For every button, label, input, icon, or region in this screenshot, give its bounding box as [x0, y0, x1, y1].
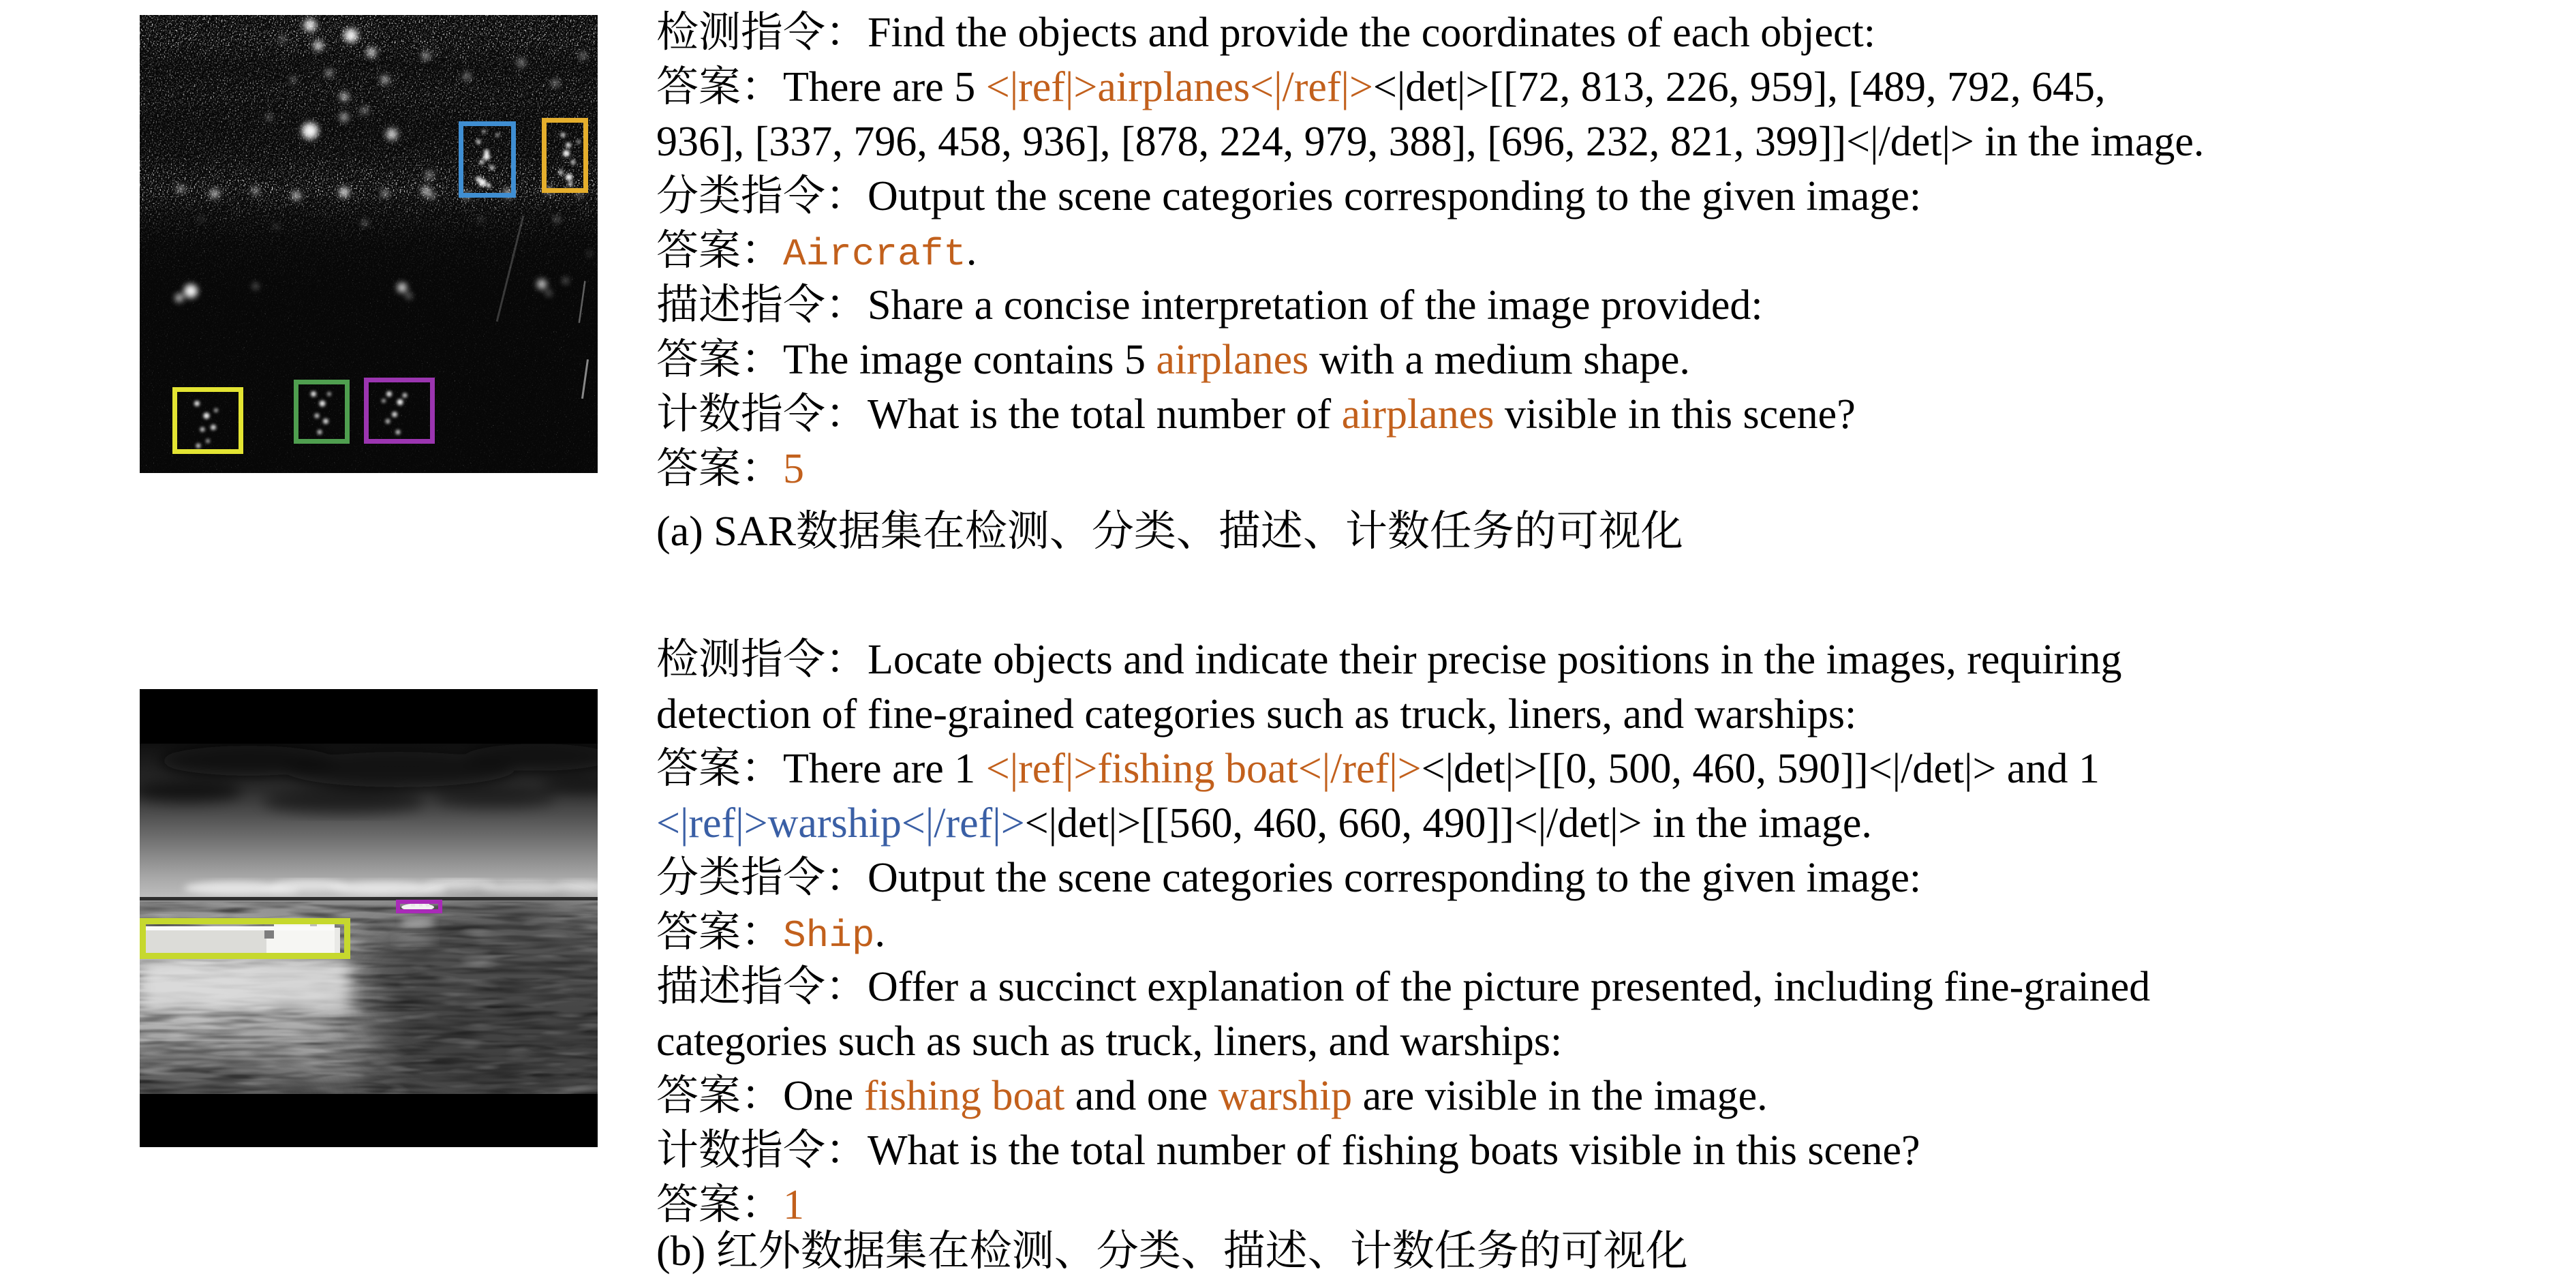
- text-segment: 分类指令：: [656, 173, 868, 219]
- text-segment: 检测指令：: [656, 10, 868, 56]
- text-segment: <|det|>[[560, 460, 660, 490]]<|/det|> in the image.: [1024, 800, 1872, 847]
- text-segment: Ship: [783, 914, 875, 958]
- text-segment: 检测指令：: [656, 637, 868, 683]
- ir-horizon-line: [140, 897, 598, 900]
- text-line: [656, 1123, 2150, 1178]
- text-line: [656, 278, 2204, 333]
- text-segment: 答案：: [656, 746, 784, 792]
- text-line: [656, 1069, 2150, 1123]
- text-line: [656, 905, 2150, 960]
- text-line: [656, 796, 2150, 851]
- text-segment: 5: [783, 446, 805, 492]
- text-segment: .: [874, 909, 885, 956]
- text-segment: The image contains 5: [783, 337, 1156, 383]
- bbox-airplane: [364, 378, 435, 444]
- text-segment: Find the objects and provide the coordinates of each object:: [868, 10, 1875, 56]
- text-segment: <|ref|>fishing boat<|/ref|>: [985, 746, 1422, 792]
- caption-a: (a) SAR数据集在检测、分类、描述、计数任务的可视化: [656, 508, 1683, 555]
- text-segment: 描述指令：: [656, 964, 868, 1010]
- text-segment: detection of fine-grained categories such as truck, liners, and warships:: [656, 691, 1857, 737]
- text-segment: <|det|>[[72, 813, 226, 959], [489, 792, 645,: [1373, 64, 2106, 110]
- text-segment: Aircraft: [783, 232, 966, 276]
- text-segment: warship: [1218, 1073, 1353, 1119]
- text-line: [656, 1014, 2150, 1069]
- text-line: [656, 387, 2204, 442]
- text-segment: <|det|>[[0, 500, 460, 590]]<|/det|> and 1: [1421, 746, 2100, 792]
- text-segment: 答案：: [656, 1073, 784, 1119]
- infrared-image: [140, 689, 598, 1147]
- text-segment: 计数指令：: [656, 391, 868, 438]
- text-segment: visible in this scene?: [1494, 391, 1856, 438]
- text-line: [656, 115, 2204, 169]
- ir-letterbox-top: [140, 689, 598, 744]
- text-line: [656, 851, 2150, 905]
- text-segment: 答案：: [656, 446, 784, 492]
- text-line: [656, 742, 2150, 796]
- text-segment: <|ref|>warship<|/ref|>: [656, 800, 1025, 847]
- text-line: [656, 60, 2204, 115]
- text-line: [656, 5, 2204, 60]
- caption-b: (b) 红外数据集在检测、分类、描述、计数任务的可视化: [656, 1228, 1688, 1275]
- text-line: [656, 224, 2204, 278]
- text-segment: Share a concise interpretation of the image provided:: [868, 282, 1763, 329]
- text-line: [656, 442, 2204, 496]
- sar-image: [140, 15, 598, 473]
- text-segment: 答案：: [656, 337, 784, 383]
- text-segment: 答案：: [656, 228, 784, 274]
- bbox-airplane: [172, 387, 243, 454]
- text-segment: 描述指令：: [656, 282, 868, 329]
- text-line: [656, 633, 2150, 687]
- text-segment: 计数指令：: [656, 1127, 868, 1174]
- text-segment: and one: [1064, 1073, 1218, 1119]
- bbox-airplane: [294, 380, 349, 444]
- bbox-fishing-boat: [140, 918, 350, 959]
- panel-b-text: [656, 633, 2150, 1232]
- text-segment: Output the scene categories corresponding to the given image:: [868, 173, 1922, 219]
- text-segment: Locate objects and indicate their precise positions in the images, requiring: [868, 637, 2122, 683]
- text-segment: are visible in the image.: [1352, 1073, 1768, 1119]
- text-segment: airplanes: [1341, 391, 1494, 438]
- text-segment: What is the total number of fishing boats visible in this scene?: [868, 1127, 1920, 1174]
- text-segment: What is the total number of: [868, 391, 1342, 438]
- bbox-airplane: [459, 121, 516, 198]
- ir-letterbox-bottom: [140, 1094, 598, 1147]
- text-segment: categories such as such as truck, liners, and warships:: [656, 1018, 1563, 1065]
- text-segment: <|ref|>airplanes<|/ref|>: [985, 64, 1373, 110]
- text-segment: Output the scene categories corresponding to the given image:: [868, 855, 1922, 901]
- bbox-airplane: [542, 118, 588, 193]
- text-line: [656, 960, 2150, 1014]
- text-segment: There are 1: [783, 746, 986, 792]
- text-segment: 答案：: [656, 909, 784, 956]
- text-segment: Offer a succinct explanation of the picture presented, including fine-grained: [868, 964, 2151, 1010]
- panel-a-text: [656, 5, 2204, 496]
- text-segment: 分类指令：: [656, 855, 868, 901]
- text-segment: 1: [783, 1182, 805, 1228]
- text-segment: airplanes: [1156, 337, 1309, 383]
- text-segment: with a medium shape.: [1308, 337, 1690, 383]
- text-line: [656, 169, 2204, 224]
- text-segment: One: [783, 1073, 864, 1119]
- text-segment: There are 5: [783, 64, 986, 110]
- text-line: [656, 687, 2150, 742]
- text-segment: 答案：: [656, 64, 784, 110]
- bbox-warship: [396, 900, 442, 913]
- text-segment: .: [966, 228, 977, 274]
- text-segment: 936], [337, 796, 458, 936], [878, 224, 979, 388], [696, 232, 821, 399]]<|/det|> in the image.: [656, 119, 2205, 165]
- text-segment: fishing boat: [863, 1073, 1065, 1119]
- text-line: [656, 333, 2204, 387]
- text-segment: 答案：: [656, 1182, 784, 1228]
